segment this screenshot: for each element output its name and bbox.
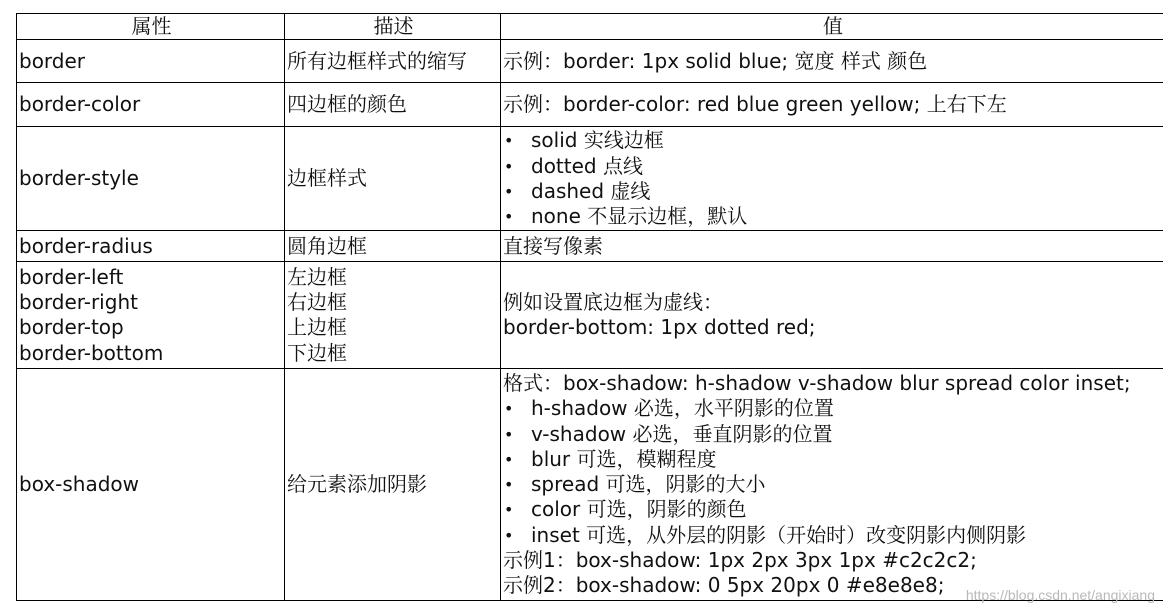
property-cell: [17, 40, 285, 83]
table-row: [17, 40, 1163, 83]
bullet-text: spread 可选，阴影的大小: [531, 472, 766, 497]
bullet-text: blur 可选，模糊程度: [531, 446, 717, 471]
value-text: border-bottom: 1px dotted red;: [503, 315, 816, 340]
header-row: [17, 14, 1163, 40]
bullet-text: color 可选，阴影的颜色: [531, 497, 747, 522]
header-description: 描述: [285, 14, 501, 40]
property-name: border-color: [19, 92, 141, 117]
property-name: box-shadow: [19, 472, 140, 497]
bullet-icon: •: [504, 500, 514, 520]
bullet-icon: •: [504, 475, 514, 495]
description-text: 左边框: [287, 264, 347, 289]
bullet-text: none 不显示边框，默认: [531, 204, 748, 229]
description-cell: [285, 231, 501, 262]
bullet-icon: •: [504, 181, 514, 201]
bullet-icon: •: [504, 207, 514, 227]
value-text: 直接写像素: [503, 233, 603, 258]
value-cell: [501, 127, 1163, 231]
css-border-properties-table: [16, 13, 1163, 601]
property-name: border-radius: [19, 233, 153, 258]
value-example: 示例2：box-shadow: 0 5px 20px 0 #e8e8e8;: [503, 573, 945, 598]
bullet-icon: •: [504, 449, 514, 469]
list-item: [503, 204, 1163, 229]
property-name: border: [19, 48, 86, 73]
bullet-text: inset 可选，从外层的阴影（开始时）改变阴影内侧阴影: [531, 522, 1027, 547]
table-row: [17, 231, 1163, 262]
value-text: 例如设置底边框为虚线：: [503, 290, 723, 314]
list-item: [503, 154, 1163, 179]
property-cell: [17, 262, 285, 369]
value-bullet-list: [503, 396, 1163, 548]
description-text: 给元素添加阴影: [287, 472, 427, 497]
value-text: 示例：border-color: red blue green yellow; 上右下左: [503, 92, 1007, 117]
list-item: [503, 128, 1163, 153]
description-text: 右边框: [287, 290, 347, 314]
description-cell: [285, 262, 501, 369]
list-item: [503, 523, 1163, 548]
bullet-text: v-shadow 必选，垂直阴影的位置: [531, 421, 833, 446]
description-text: 上边框: [287, 315, 347, 340]
property-name: border-style: [19, 166, 139, 191]
property-cell: [17, 127, 285, 231]
bullet-icon: •: [504, 156, 514, 176]
property-name: border-right: [19, 290, 138, 314]
value-cell: [501, 83, 1163, 127]
list-item: [503, 179, 1163, 204]
value-cell: [501, 231, 1163, 262]
value-example: 示例1：box-shadow: 1px 2px 3px 1px #c2c2c2;: [503, 548, 977, 573]
value-intro: 格式：box-shadow: h-shadow v-shadow blur spread color inset;: [503, 370, 1131, 395]
list-item: [503, 447, 1163, 472]
table-row: [17, 127, 1163, 231]
value-cell: [501, 40, 1163, 83]
bullet-text: dashed 虚线: [531, 178, 651, 203]
property-name: border-top: [19, 315, 124, 340]
property-name: border-bottom: [19, 340, 164, 365]
table-row: [17, 83, 1163, 127]
value-text: 示例：border: 1px solid blue; 宽度 样式 颜色: [503, 48, 928, 73]
bullet-text: h-shadow 必选，水平阴影的位置: [531, 396, 834, 421]
list-item: [503, 422, 1163, 447]
value-cell: [501, 262, 1163, 369]
bullet-icon: •: [504, 424, 514, 444]
description-cell: [285, 369, 501, 601]
property-cell: [17, 83, 285, 127]
table-row: [17, 262, 1163, 369]
list-item: [503, 396, 1163, 421]
description-cell: [285, 40, 501, 83]
description-cell: [285, 127, 501, 231]
description-text: 下边框: [287, 340, 347, 365]
list-item: [503, 472, 1163, 497]
watermark-text: https://blog.csdn.net/angixiang: [965, 587, 1155, 603]
bullet-text: dotted 点线: [531, 153, 643, 178]
property-cell: [17, 231, 285, 262]
bullet-icon: •: [504, 525, 514, 545]
description-cell: [285, 83, 501, 127]
description-text: 四边框的颜色: [287, 92, 407, 117]
bullet-icon: •: [504, 399, 514, 419]
header-property: 属性: [17, 14, 285, 40]
bullet-text: solid 实线边框: [531, 128, 664, 153]
value-bullet-list: [503, 128, 1163, 229]
property-cell: [17, 369, 285, 601]
property-name: border-left: [19, 264, 124, 289]
description-text: 所有边框样式的缩写: [287, 48, 467, 73]
header-value: 值: [501, 14, 1163, 40]
list-item: [503, 497, 1163, 522]
description-text: 边框样式: [287, 166, 367, 191]
description-text: 圆角边框: [287, 233, 367, 258]
table-row: [17, 369, 1163, 601]
bullet-icon: •: [504, 131, 514, 151]
value-cell: [501, 369, 1163, 601]
